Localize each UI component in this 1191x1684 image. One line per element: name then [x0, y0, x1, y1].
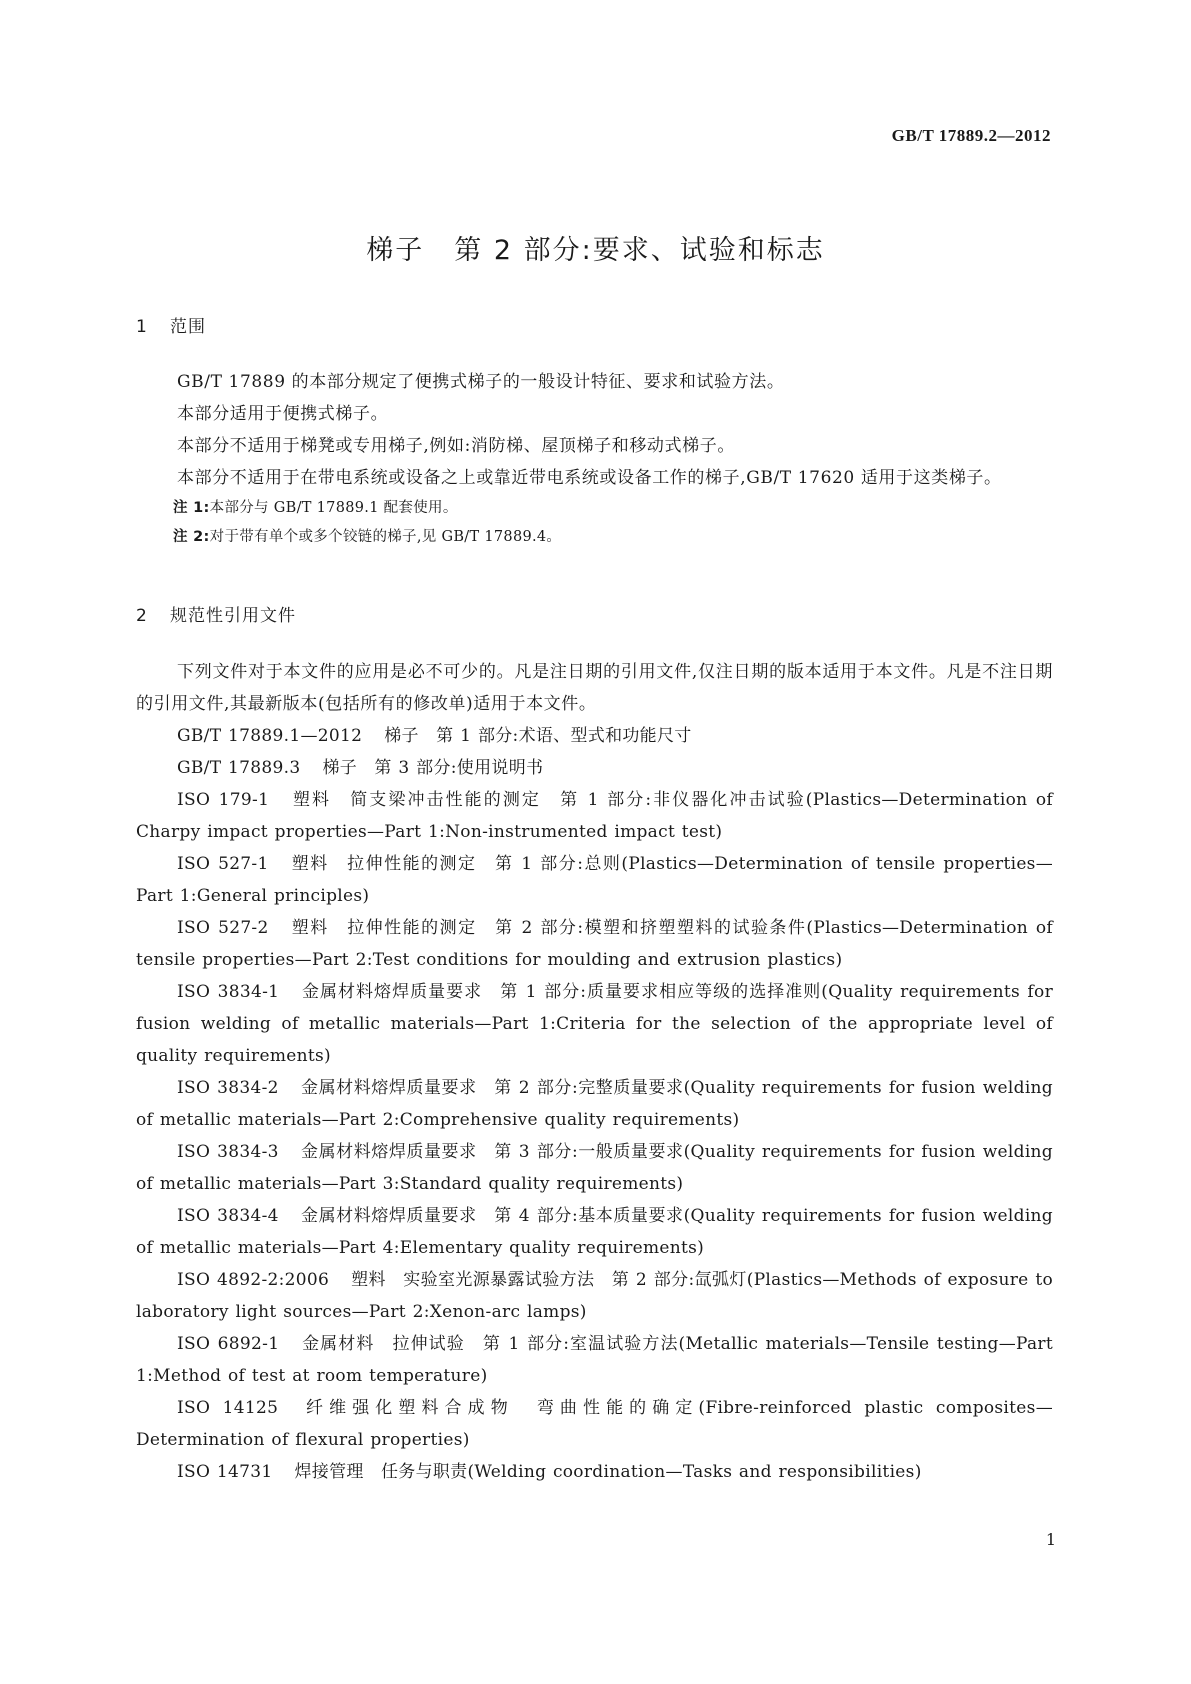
references-body: [136, 656, 1053, 1488]
note-text: 对于带有单个或多个铰链的梯子,见 GB/T 17889.4。: [209, 529, 562, 545]
section-number: 2: [136, 606, 148, 626]
reference-title: 焊接管理 任务与职责(Welding coordination—Tasks and responsibilities): [294, 1462, 922, 1482]
section-heading: [136, 312, 1053, 337]
scope-paragraph: 本部分不适用于梯凳或专用梯子,例如:消防梯、屋顶梯子和移动式梯子。: [177, 436, 735, 456]
reference-item: [136, 1136, 1053, 1200]
section-title: 范围: [170, 317, 206, 337]
note: [136, 494, 1053, 523]
scope-paragraph: GB/T 17889 的本部分规定了便携式梯子的一般设计特征、要求和试验方法。: [177, 372, 785, 392]
reference-title: 梯子 第 3 部分:使用说明书: [322, 758, 544, 778]
scope-paragraph: 本部分不适用于在带电系统或设备之上或靠近带电系统或设备工作的梯子,GB/T 17620 适用于这类梯子。: [177, 468, 1002, 488]
reference-item: [136, 720, 1053, 752]
note-label: 注 1:: [173, 500, 210, 516]
note-label: 注 2:: [173, 529, 210, 545]
reference-code: GB/T 17889.1—2012: [177, 726, 363, 746]
reference-title: 塑料 实验室光源暴露试验方法 第 2 部分:氙弧灯(Plastics—Methods of exposure to laboratory light sources—Part 2:Xenon-arc lamps): [136, 1270, 1053, 1322]
reference-title: 金属材料熔焊质量要求 第 1 部分:质量要求相应等级的选择准则(Quality requirements for fusion welding of metallic materials—Part 1:Criteria for the selection of the appropriate level of quality requirements): [136, 982, 1053, 1066]
reference-code: ISO 3834-2: [177, 1078, 279, 1098]
reference-item: [136, 1456, 1053, 1488]
scope-body: [136, 366, 1053, 552]
section-scope: [136, 312, 1053, 337]
reference-code: ISO 527-1: [177, 854, 269, 874]
reference-item: [136, 1328, 1053, 1392]
reference-item: [136, 1072, 1053, 1136]
reference-title: 纤维强化塑料合成物 弯曲性能的确定(Fibre-reinforced plastic composites—Determination of flexural properties): [136, 1398, 1053, 1450]
title-part1: 梯子: [366, 235, 425, 266]
reference-code: ISO 179-1: [177, 790, 270, 810]
section-title: 规范性引用文件: [170, 606, 296, 626]
document-title: [0, 228, 1191, 267]
reference-title: 金属材料熔焊质量要求 第 4 部分:基本质量要求(Quality requirements for fusion welding of metallic materials—Part 4:Elementary quality requirements): [136, 1206, 1053, 1258]
reference-code: ISO 14731: [177, 1462, 273, 1482]
reference-title: 金属材料熔焊质量要求 第 3 部分:一般质量要求(Quality requirements for fusion welding of metallic materials—Part 3:Standard quality requirements): [136, 1142, 1053, 1194]
reference-item: [136, 976, 1053, 1072]
note-text: 本部分与 GB/T 17889.1 配套使用。: [209, 500, 458, 516]
scope-paragraph: 本部分适用于便携式梯子。: [177, 404, 389, 424]
reference-code: ISO 14125: [177, 1398, 279, 1418]
reference-title: 塑料 拉伸性能的测定 第 2 部分:模塑和挤塑塑料的试验条件(Plastics—Determination of tensile properties—Part 2:Test conditions for moulding and extrusion plastics): [136, 918, 1053, 970]
reference-code: GB/T 17889.3: [177, 758, 301, 778]
standard-code: GB/T 17889.2—2012: [891, 126, 1051, 145]
section-number: 1: [136, 317, 148, 337]
reference-item: [136, 1264, 1053, 1328]
reference-code: ISO 3834-1: [177, 982, 280, 1002]
title-part2: 第 2 部分:要求、试验和标志: [454, 235, 825, 266]
reference-code: ISO 527-2: [177, 918, 269, 938]
page-number: 1: [1045, 1530, 1056, 1549]
reference-item: [136, 848, 1053, 912]
reference-item: [136, 784, 1053, 848]
reference-code: ISO 3834-4: [177, 1206, 279, 1226]
section-heading: [136, 601, 1053, 626]
note: [136, 523, 1053, 552]
reference-title: 金属材料熔焊质量要求 第 2 部分:完整质量要求(Quality requirements for fusion welding of metallic materials—Part 2:Comprehensive quality requirements): [136, 1078, 1053, 1130]
reference-code: ISO 6892-1: [177, 1334, 280, 1354]
reference-title: 塑料 拉伸性能的测定 第 1 部分:总则(Plastics—Determination of tensile properties—Part 1:General principles): [136, 854, 1053, 906]
reference-title: 塑料 简支梁冲击性能的测定 第 1 部分:非仪器化冲击试验(Plastics—Determination of Charpy impact properties—Part 1:Non-instrumented impact test): [136, 790, 1053, 842]
reference-code: ISO 3834-3: [177, 1142, 279, 1162]
reference-code: ISO 4892-2:2006: [177, 1270, 330, 1290]
reference-title: 梯子 第 1 部分:术语、型式和功能尺寸: [384, 726, 692, 746]
reference-item: [136, 912, 1053, 976]
section-normative-references: [136, 601, 1053, 626]
reference-item: [136, 752, 1053, 784]
reference-item: [136, 1200, 1053, 1264]
references-intro: 下列文件对于本文件的应用是必不可少的。凡是注日期的引用文件,仅注日期的版本适用于本文件。凡是不注日期的引用文件,其最新版本(包括所有的修改单)适用于本文件。: [136, 662, 1053, 714]
reference-title: 金属材料 拉伸试验 第 1 部分:室温试验方法(Metallic materials—Tensile testing—Part 1:Method of test at room temperature): [136, 1334, 1053, 1386]
reference-item: [136, 1392, 1053, 1456]
